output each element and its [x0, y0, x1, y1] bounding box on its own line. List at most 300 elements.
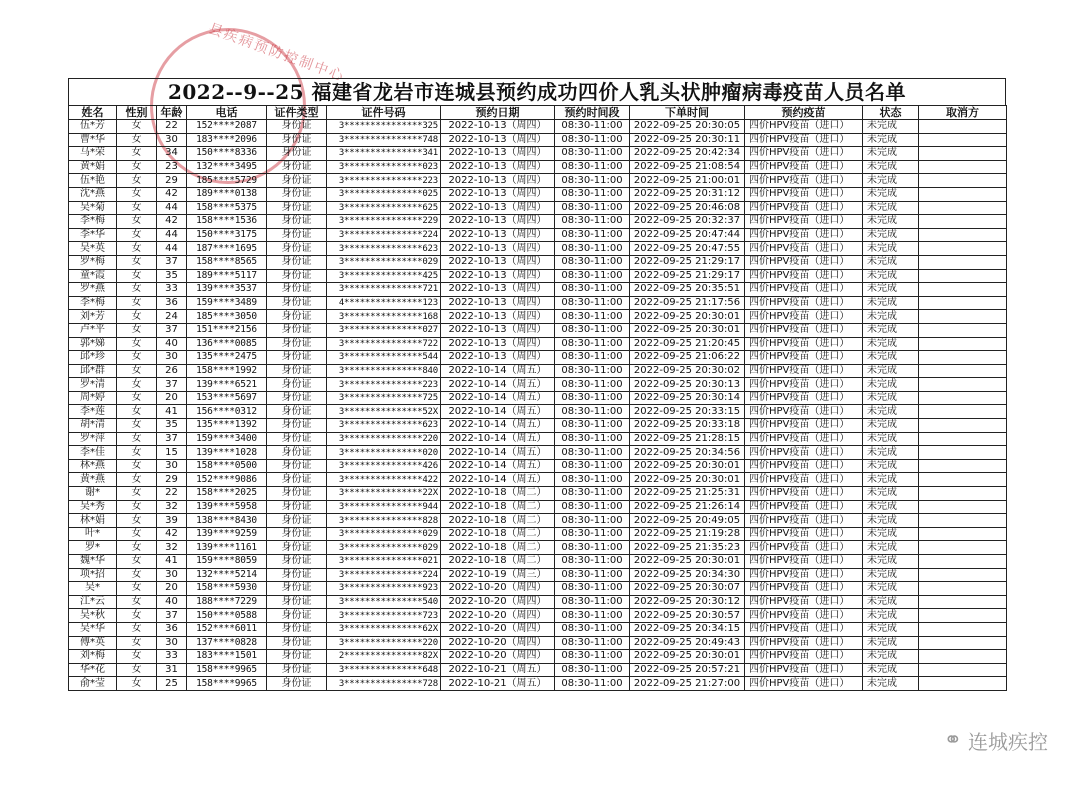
id-type-cell: 身份证	[267, 242, 327, 256]
vaccine-cell: 四价HPV疫苗（进口）	[745, 174, 863, 188]
id-type-cell: 身份证	[267, 378, 327, 392]
name-cell: 郭*娣	[69, 337, 117, 351]
id-number-cell: 3***************220	[327, 432, 441, 446]
phone-cell: 159****3489	[187, 296, 267, 310]
status-cell: 未完成	[863, 527, 919, 541]
column-header: 证件类型	[267, 106, 327, 120]
appointment-date-cell: 2022-10-13（周四）	[441, 337, 555, 351]
order-time-cell: 2022-09-25 20:30:13	[630, 378, 745, 392]
id-type-cell: 身份证	[267, 514, 327, 528]
canceller-cell	[919, 310, 1007, 324]
canceller-cell	[919, 650, 1007, 664]
appointment-date-cell: 2022-10-13（周四）	[441, 323, 555, 337]
id-type-cell: 身份证	[267, 296, 327, 310]
age-cell: 34	[157, 147, 187, 161]
watermark	[944, 726, 1048, 755]
order-time-cell: 2022-09-25 20:33:18	[630, 419, 745, 433]
time-slot-cell: 08:30-11:00	[555, 663, 630, 677]
vaccine-cell: 四价HPV疫苗（进口）	[745, 378, 863, 392]
canceller-cell	[919, 269, 1007, 283]
order-time-cell: 2022-09-25 20:35:51	[630, 283, 745, 297]
vaccine-cell: 四价HPV疫苗（进口）	[745, 337, 863, 351]
age-cell: 36	[157, 296, 187, 310]
phone-cell: 139****1161	[187, 541, 267, 555]
phone-cell: 158****1536	[187, 215, 267, 229]
table-row	[69, 595, 1007, 609]
phone-cell: 135****1392	[187, 419, 267, 433]
time-slot-cell: 08:30-11:00	[555, 215, 630, 229]
id-number-cell: 3***************025	[327, 187, 441, 201]
gender-cell: 女	[117, 187, 157, 201]
id-type-cell: 身份证	[267, 500, 327, 514]
vaccine-cell: 四价HPV疫苗（进口）	[745, 622, 863, 636]
canceller-cell	[919, 255, 1007, 269]
appointment-date-cell: 2022-10-18（周二）	[441, 500, 555, 514]
time-slot-cell: 08:30-11:00	[555, 391, 630, 405]
appointment-date-cell: 2022-10-14（周五）	[441, 378, 555, 392]
name-cell: 吴*英	[69, 242, 117, 256]
age-cell: 41	[157, 555, 187, 569]
appointment-date-cell: 2022-10-14（周五）	[441, 459, 555, 473]
order-time-cell: 2022-09-25 21:06:22	[630, 351, 745, 365]
vaccine-cell: 四价HPV疫苗（进口）	[745, 582, 863, 596]
gender-cell: 女	[117, 351, 157, 365]
age-cell: 30	[157, 351, 187, 365]
age-cell: 31	[157, 663, 187, 677]
appointment-date-cell: 2022-10-13（周四）	[441, 269, 555, 283]
time-slot-cell: 08:30-11:00	[555, 595, 630, 609]
status-cell: 未完成	[863, 174, 919, 188]
order-time-cell: 2022-09-25 21:19:28	[630, 527, 745, 541]
age-cell: 20	[157, 582, 187, 596]
name-cell: 罗*梅	[69, 255, 117, 269]
status-cell: 未完成	[863, 514, 919, 528]
phone-cell: 158****9965	[187, 663, 267, 677]
vaccine-cell: 四价HPV疫苗（进口）	[745, 500, 863, 514]
id-type-cell: 身份证	[267, 609, 327, 623]
status-cell: 未完成	[863, 419, 919, 433]
vaccine-cell: 四价HPV疫苗（进口）	[745, 242, 863, 256]
id-number-cell: 3***************748	[327, 133, 441, 147]
phone-cell: 150****3175	[187, 228, 267, 242]
appointment-date-cell: 2022-10-13（周四）	[441, 242, 555, 256]
id-type-cell: 身份证	[267, 323, 327, 337]
appointment-date-cell: 2022-10-13（周四）	[441, 351, 555, 365]
name-cell: 罗*萍	[69, 432, 117, 446]
table-row	[69, 650, 1007, 664]
appointment-date-cell: 2022-10-14（周五）	[441, 364, 555, 378]
phone-cell: 158****1992	[187, 364, 267, 378]
vaccine-cell: 四价HPV疫苗（进口）	[745, 527, 863, 541]
gender-cell: 女	[117, 133, 157, 147]
gender-cell: 女	[117, 663, 157, 677]
phone-cell: 159****8059	[187, 555, 267, 569]
column-header: 证件号码	[327, 106, 441, 120]
name-cell: 林*娟	[69, 514, 117, 528]
order-time-cell: 2022-09-25 20:30:05	[630, 120, 745, 134]
canceller-cell	[919, 351, 1007, 365]
canceller-cell	[919, 337, 1007, 351]
id-type-cell: 身份证	[267, 255, 327, 269]
gender-cell: 女	[117, 405, 157, 419]
id-number-cell: 2***************82X	[327, 650, 441, 664]
appointment-date-cell: 2022-10-13（周四）	[441, 296, 555, 310]
table-row	[69, 622, 1007, 636]
time-slot-cell: 08:30-11:00	[555, 323, 630, 337]
vaccine-cell: 四价HPV疫苗（进口）	[745, 215, 863, 229]
canceller-cell	[919, 595, 1007, 609]
appointment-date-cell: 2022-10-13（周四）	[441, 310, 555, 324]
canceller-cell	[919, 296, 1007, 310]
phone-cell: 159****3400	[187, 432, 267, 446]
id-number-cell: 3***************220	[327, 636, 441, 650]
time-slot-cell: 08:30-11:00	[555, 310, 630, 324]
appointment-date-cell: 2022-10-20（周四）	[441, 636, 555, 650]
phone-cell: 139****6521	[187, 378, 267, 392]
table-row	[69, 582, 1007, 596]
appointment-sheet	[68, 78, 1006, 691]
page-title: 2022--9--25 福建省龙岩市连城县预约成功四价人乳头状肿瘤病毒疫苗人员名单	[68, 78, 1006, 105]
gender-cell: 女	[117, 378, 157, 392]
status-cell: 未完成	[863, 364, 919, 378]
gender-cell: 女	[117, 541, 157, 555]
order-time-cell: 2022-09-25 20:49:05	[630, 514, 745, 528]
gender-cell: 女	[117, 432, 157, 446]
canceller-cell	[919, 120, 1007, 134]
status-cell: 未完成	[863, 391, 919, 405]
column-header: 取消方	[919, 106, 1007, 120]
canceller-cell	[919, 459, 1007, 473]
appointment-date-cell: 2022-10-18（周二）	[441, 487, 555, 501]
status-cell: 未完成	[863, 242, 919, 256]
id-type-cell: 身份证	[267, 337, 327, 351]
id-type-cell: 身份证	[267, 405, 327, 419]
id-type-cell: 身份证	[267, 310, 327, 324]
name-cell: 李*华	[69, 228, 117, 242]
canceller-cell	[919, 636, 1007, 650]
time-slot-cell: 08:30-11:00	[555, 446, 630, 460]
time-slot-cell: 08:30-11:00	[555, 337, 630, 351]
gender-cell: 女	[117, 160, 157, 174]
gender-cell: 女	[117, 147, 157, 161]
status-cell: 未完成	[863, 255, 919, 269]
appointment-date-cell: 2022-10-18（周二）	[441, 514, 555, 528]
name-cell: 罗*	[69, 541, 117, 555]
name-cell: 刘*芳	[69, 310, 117, 324]
id-type-cell: 身份证	[267, 147, 327, 161]
time-slot-cell: 08:30-11:00	[555, 677, 630, 691]
order-time-cell: 2022-09-25 21:27:00	[630, 677, 745, 691]
canceller-cell	[919, 432, 1007, 446]
table-row	[69, 419, 1007, 433]
canceller-cell	[919, 487, 1007, 501]
age-cell: 26	[157, 364, 187, 378]
time-slot-cell: 08:30-11:00	[555, 364, 630, 378]
appointment-date-cell: 2022-10-18（周二）	[441, 527, 555, 541]
order-time-cell: 2022-09-25 20:33:15	[630, 405, 745, 419]
appointment-date-cell: 2022-10-14（周五）	[441, 419, 555, 433]
order-time-cell: 2022-09-25 21:28:15	[630, 432, 745, 446]
id-number-cell: 3***************540	[327, 595, 441, 609]
vaccine-cell: 四价HPV疫苗（进口）	[745, 609, 863, 623]
order-time-cell: 2022-09-25 20:57:21	[630, 663, 745, 677]
appointment-date-cell: 2022-10-13（周四）	[441, 283, 555, 297]
phone-cell: 136****0085	[187, 337, 267, 351]
age-cell: 37	[157, 323, 187, 337]
gender-cell: 女	[117, 459, 157, 473]
status-cell: 未完成	[863, 568, 919, 582]
vaccine-cell: 四价HPV疫苗（进口）	[745, 391, 863, 405]
age-cell: 39	[157, 514, 187, 528]
order-time-cell: 2022-09-25 20:34:56	[630, 446, 745, 460]
name-cell: 叶*	[69, 527, 117, 541]
table-row	[69, 527, 1007, 541]
status-cell: 未完成	[863, 473, 919, 487]
vaccine-cell: 四价HPV疫苗（进口）	[745, 201, 863, 215]
table-row	[69, 459, 1007, 473]
id-number-cell: 3***************623	[327, 419, 441, 433]
phone-cell: 183****1501	[187, 650, 267, 664]
id-type-cell: 身份证	[267, 187, 327, 201]
name-cell: 邱*群	[69, 364, 117, 378]
gender-cell: 女	[117, 473, 157, 487]
vaccine-cell: 四价HPV疫苗（进口）	[745, 269, 863, 283]
id-number-cell: 3***************828	[327, 514, 441, 528]
appointment-date-cell: 2022-10-20（周四）	[441, 595, 555, 609]
name-cell: 项*招	[69, 568, 117, 582]
phone-cell: 183****2096	[187, 133, 267, 147]
gender-cell: 女	[117, 296, 157, 310]
gender-cell: 女	[117, 622, 157, 636]
age-cell: 30	[157, 459, 187, 473]
gender-cell: 女	[117, 255, 157, 269]
age-cell: 42	[157, 187, 187, 201]
id-type-cell: 身份证	[267, 133, 327, 147]
vaccine-cell: 四价HPV疫苗（进口）	[745, 650, 863, 664]
name-cell: 华*花	[69, 663, 117, 677]
table-row	[69, 133, 1007, 147]
table-row	[69, 174, 1007, 188]
id-type-cell: 身份证	[267, 541, 327, 555]
name-cell: 黄*娟	[69, 160, 117, 174]
gender-cell: 女	[117, 337, 157, 351]
age-cell: 35	[157, 419, 187, 433]
table-row	[69, 337, 1007, 351]
id-number-cell: 3***************021	[327, 555, 441, 569]
age-cell: 42	[157, 215, 187, 229]
time-slot-cell: 08:30-11:00	[555, 487, 630, 501]
time-slot-cell: 08:30-11:00	[555, 242, 630, 256]
table-row	[69, 160, 1007, 174]
appointment-date-cell: 2022-10-13（周四）	[441, 120, 555, 134]
name-cell: 吴*华	[69, 622, 117, 636]
time-slot-cell: 08:30-11:00	[555, 636, 630, 650]
table-row	[69, 310, 1007, 324]
appointment-date-cell: 2022-10-20（周四）	[441, 650, 555, 664]
name-cell: 俞*莹	[69, 677, 117, 691]
appointment-date-cell: 2022-10-14（周五）	[441, 391, 555, 405]
id-type-cell: 身份证	[267, 351, 327, 365]
time-slot-cell: 08:30-11:00	[555, 255, 630, 269]
age-cell: 29	[157, 473, 187, 487]
canceller-cell	[919, 364, 1007, 378]
vaccine-cell: 四价HPV疫苗（进口）	[745, 595, 863, 609]
column-header: 预约时间段	[555, 106, 630, 120]
time-slot-cell: 08:30-11:00	[555, 609, 630, 623]
appointment-date-cell: 2022-10-19（周三）	[441, 568, 555, 582]
name-cell: 邱*珍	[69, 351, 117, 365]
gender-cell: 女	[117, 120, 157, 134]
status-cell: 未完成	[863, 215, 919, 229]
status-cell: 未完成	[863, 201, 919, 215]
appointment-date-cell: 2022-10-13（周四）	[441, 228, 555, 242]
gender-cell: 女	[117, 242, 157, 256]
phone-cell: 152****6011	[187, 622, 267, 636]
canceller-cell	[919, 201, 1007, 215]
name-cell: 林*燕	[69, 459, 117, 473]
time-slot-cell: 08:30-11:00	[555, 296, 630, 310]
column-header: 电话	[187, 106, 267, 120]
gender-cell: 女	[117, 310, 157, 324]
appointment-date-cell: 2022-10-20（周四）	[441, 609, 555, 623]
name-cell: 吴*	[69, 582, 117, 596]
id-number-cell: 3***************725	[327, 391, 441, 405]
vaccine-cell: 四价HPV疫苗（进口）	[745, 555, 863, 569]
id-type-cell: 身份证	[267, 364, 327, 378]
name-cell: 黄*燕	[69, 473, 117, 487]
name-cell: 罗*清	[69, 378, 117, 392]
age-cell: 33	[157, 650, 187, 664]
id-type-cell: 身份证	[267, 473, 327, 487]
appointment-date-cell: 2022-10-20（周四）	[441, 622, 555, 636]
order-time-cell: 2022-09-25 20:34:30	[630, 568, 745, 582]
canceller-cell	[919, 446, 1007, 460]
phone-cell: 153****5697	[187, 391, 267, 405]
order-time-cell: 2022-09-25 20:30:12	[630, 595, 745, 609]
id-type-cell: 身份证	[267, 215, 327, 229]
age-cell: 37	[157, 609, 187, 623]
table-row	[69, 636, 1007, 650]
gender-cell: 女	[117, 323, 157, 337]
table-row	[69, 677, 1007, 691]
table-row	[69, 568, 1007, 582]
canceller-cell	[919, 622, 1007, 636]
canceller-cell	[919, 473, 1007, 487]
status-cell: 未完成	[863, 500, 919, 514]
phone-cell: 188****7229	[187, 595, 267, 609]
name-cell: 胡*清	[69, 419, 117, 433]
id-type-cell: 身份证	[267, 677, 327, 691]
vaccine-cell: 四价HPV疫苗（进口）	[745, 364, 863, 378]
gender-cell: 女	[117, 582, 157, 596]
phone-cell: 158****5375	[187, 201, 267, 215]
id-number-cell: 3***************029	[327, 527, 441, 541]
id-type-cell: 身份证	[267, 663, 327, 677]
canceller-cell	[919, 582, 1007, 596]
appointment-date-cell: 2022-10-20（周四）	[441, 582, 555, 596]
table-row	[69, 391, 1007, 405]
name-cell: 李*梅	[69, 215, 117, 229]
gender-cell: 女	[117, 677, 157, 691]
table-row	[69, 514, 1007, 528]
id-type-cell: 身份证	[267, 568, 327, 582]
order-time-cell: 2022-09-25 20:30:01	[630, 555, 745, 569]
table-body	[69, 120, 1007, 691]
name-cell: 吴*秋	[69, 609, 117, 623]
table-row	[69, 555, 1007, 569]
canceller-cell	[919, 147, 1007, 161]
column-header: 下单时间	[630, 106, 745, 120]
name-cell: 吴*秀	[69, 500, 117, 514]
table-row	[69, 473, 1007, 487]
table-row	[69, 147, 1007, 161]
canceller-cell	[919, 500, 1007, 514]
order-time-cell: 2022-09-25 20:31:12	[630, 187, 745, 201]
phone-cell: 139****5958	[187, 500, 267, 514]
order-time-cell: 2022-09-25 20:30:01	[630, 310, 745, 324]
vaccine-cell: 四价HPV疫苗（进口）	[745, 283, 863, 297]
vaccine-cell: 四价HPV疫苗（进口）	[745, 310, 863, 324]
status-cell: 未完成	[863, 541, 919, 555]
table-row	[69, 120, 1007, 134]
id-number-cell: 3***************728	[327, 677, 441, 691]
appointment-date-cell: 2022-10-14（周五）	[441, 432, 555, 446]
id-number-cell: 3***************020	[327, 446, 441, 460]
name-cell: 伍*艳	[69, 174, 117, 188]
id-type-cell: 身份证	[267, 391, 327, 405]
time-slot-cell: 08:30-11:00	[555, 201, 630, 215]
age-cell: 30	[157, 636, 187, 650]
order-time-cell: 2022-09-25 21:26:14	[630, 500, 745, 514]
order-time-cell: 2022-09-25 21:00:01	[630, 174, 745, 188]
order-time-cell: 2022-09-25 20:49:43	[630, 636, 745, 650]
phone-cell: 139****9259	[187, 527, 267, 541]
time-slot-cell: 08:30-11:00	[555, 555, 630, 569]
gender-cell: 女	[117, 500, 157, 514]
gender-cell: 女	[117, 650, 157, 664]
vaccine-cell: 四价HPV疫苗（进口）	[745, 419, 863, 433]
id-number-cell: 3***************422	[327, 473, 441, 487]
table-row	[69, 351, 1007, 365]
table-row	[69, 405, 1007, 419]
order-time-cell: 2022-09-25 20:30:07	[630, 582, 745, 596]
status-cell: 未完成	[863, 269, 919, 283]
appointment-date-cell: 2022-10-13（周四）	[441, 201, 555, 215]
status-cell: 未完成	[863, 228, 919, 242]
name-cell: 刘*梅	[69, 650, 117, 664]
age-cell: 23	[157, 160, 187, 174]
appointment-date-cell: 2022-10-13（周四）	[441, 187, 555, 201]
phone-cell: 158****9965	[187, 677, 267, 691]
age-cell: 30	[157, 133, 187, 147]
appointment-table	[68, 105, 1007, 691]
appointment-date-cell: 2022-10-21（周五）	[441, 663, 555, 677]
table-row	[69, 487, 1007, 501]
order-time-cell: 2022-09-25 21:35:23	[630, 541, 745, 555]
canceller-cell	[919, 215, 1007, 229]
id-number-cell: 3***************62X	[327, 622, 441, 636]
table-row	[69, 242, 1007, 256]
name-cell: 罗*燕	[69, 283, 117, 297]
appointment-date-cell: 2022-10-21（周五）	[441, 677, 555, 691]
id-type-cell: 身份证	[267, 555, 327, 569]
gender-cell: 女	[117, 269, 157, 283]
id-number-cell: 3***************648	[327, 663, 441, 677]
id-number-cell: 3***************52X	[327, 405, 441, 419]
id-number-cell: 3***************224	[327, 568, 441, 582]
canceller-cell	[919, 160, 1007, 174]
id-number-cell: 3***************425	[327, 269, 441, 283]
